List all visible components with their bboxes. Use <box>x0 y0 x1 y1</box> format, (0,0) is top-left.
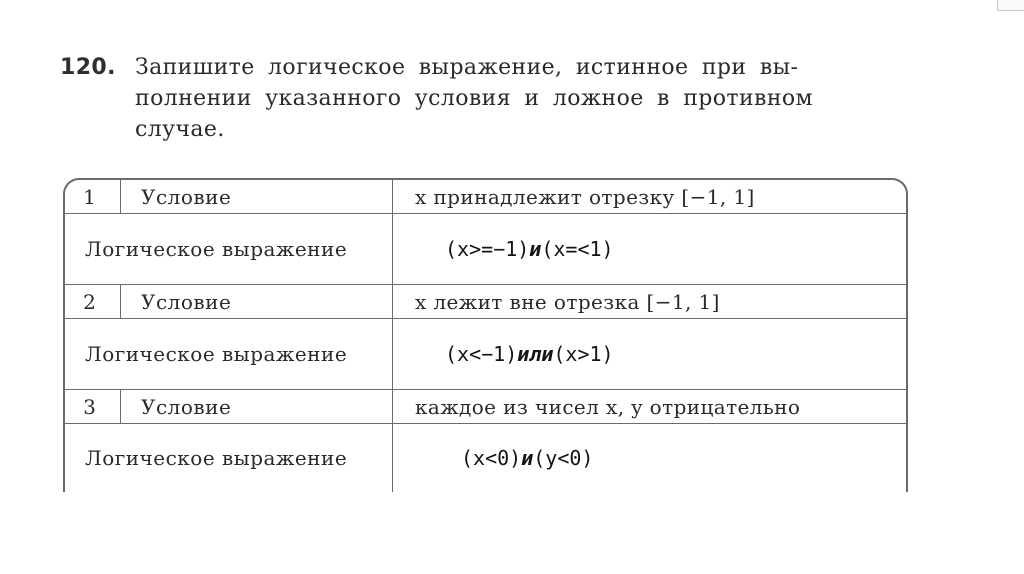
expression-answer <box>392 319 906 390</box>
expression-right: (x>1) <box>553 342 614 366</box>
expression-left: (x<−1) <box>445 342 518 366</box>
expression-left: (x>=−1) <box>445 237 530 261</box>
expression-label: Логическое выражение <box>65 319 392 390</box>
expression-right: (x=<1) <box>541 237 614 261</box>
row-number: 3 <box>65 390 120 424</box>
row-number: 1 <box>65 180 120 214</box>
expression-label: Логическое выражение <box>65 214 392 285</box>
condition-text: x лежит вне отрезка [−1, 1] <box>392 285 906 319</box>
expression-operator: и <box>529 237 542 261</box>
condition-label: Условие <box>120 390 392 424</box>
problem-text <box>135 52 915 145</box>
problem-line: полнении указанного условия и ложное в противном <box>135 86 814 111</box>
problem-line: Запишите логическое выражение, истинное при вы- <box>135 55 799 80</box>
expression-right: (y<0) <box>533 446 594 470</box>
expression-operator: или <box>517 342 554 366</box>
expression-operator: и <box>521 446 534 470</box>
expression-left: (x<0) <box>461 446 522 470</box>
expression-label: Логическое выражение <box>85 446 348 470</box>
corner-mark <box>997 0 1024 11</box>
condition-label: Условие <box>120 285 392 319</box>
expression-answer <box>392 424 906 492</box>
condition-row <box>65 390 906 424</box>
condition-text: каждое из чисел x, y отрицательно <box>392 390 906 424</box>
condition-row <box>65 180 906 214</box>
row-number: 2 <box>65 285 120 319</box>
page-bottom-margin <box>0 520 1024 574</box>
expression-answer <box>392 214 906 285</box>
expression-row <box>65 424 906 492</box>
problem-number: 120. <box>60 55 116 80</box>
expression-row <box>65 319 906 390</box>
condition-label: Условие <box>120 180 392 214</box>
problem-line: случае. <box>135 117 225 142</box>
task-table <box>63 178 908 492</box>
condition-row <box>65 285 906 319</box>
expression-row <box>65 214 906 285</box>
condition-text: x принадлежит отрезку [−1, 1] <box>392 180 906 214</box>
